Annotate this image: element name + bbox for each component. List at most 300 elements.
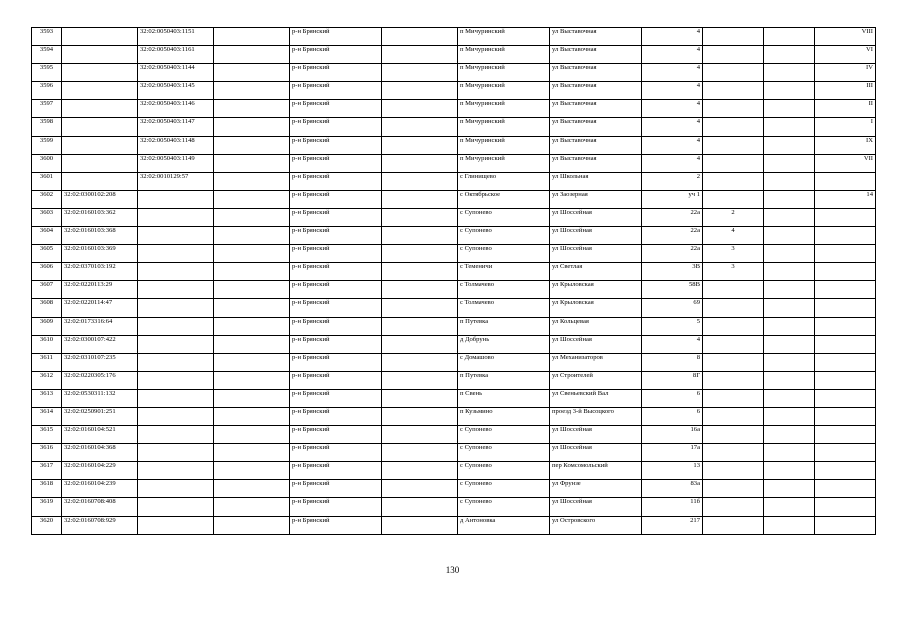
house-number-cell: 8	[642, 353, 703, 371]
settlement-cell: с Супонево	[458, 227, 550, 245]
apartment-cell	[703, 100, 764, 118]
district-cell: р-н Брянский	[290, 498, 382, 516]
house-number-cell: 58В	[642, 281, 703, 299]
table-row	[32, 136, 876, 154]
table-row	[32, 498, 876, 516]
house-number-cell: 4	[642, 100, 703, 118]
district-cell: р-н Брянский	[290, 136, 382, 154]
building-cadastral-number-cell: 32:02:0010129:57	[138, 172, 214, 190]
empty-cell	[382, 281, 458, 299]
district-cell: р-н Брянский	[290, 480, 382, 498]
table-row	[32, 281, 876, 299]
premise-number-cell	[815, 389, 876, 407]
empty-cell	[382, 407, 458, 425]
building-cadastral-number-cell	[138, 227, 214, 245]
settlement-cell: п Свень	[458, 389, 550, 407]
district-cell: р-н Брянский	[290, 516, 382, 534]
table-row	[32, 335, 876, 353]
settlement-cell: п Мичуринский	[458, 28, 550, 46]
apartment-cell	[703, 516, 764, 534]
empty-cell	[764, 118, 815, 136]
empty-cell	[382, 299, 458, 317]
premise-number-cell	[815, 299, 876, 317]
building-cadastral-number-cell: 32:02:0050403:1145	[138, 82, 214, 100]
apartment-cell	[703, 426, 764, 444]
table-row	[32, 64, 876, 82]
street-cell: ул Выставочная	[550, 154, 642, 172]
cadastral-number-cell	[62, 136, 138, 154]
building-cadastral-number-cell	[138, 516, 214, 534]
building-cadastral-number-cell: 32:02:0050403:1149	[138, 154, 214, 172]
empty-cell	[214, 444, 290, 462]
cadastral-number-cell	[62, 154, 138, 172]
empty-cell	[214, 480, 290, 498]
building-cadastral-number-cell: 32:02:0050403:1144	[138, 64, 214, 82]
settlement-cell: п Мичуринский	[458, 154, 550, 172]
premise-number-cell	[815, 317, 876, 335]
settlement-cell: с Супонево	[458, 498, 550, 516]
apartment-cell	[703, 480, 764, 498]
district-cell: р-н Брянский	[290, 190, 382, 208]
premise-number-cell	[815, 172, 876, 190]
district-cell: р-н Брянский	[290, 389, 382, 407]
district-cell: р-н Брянский	[290, 444, 382, 462]
apartment-cell	[703, 154, 764, 172]
apartment-cell	[703, 407, 764, 425]
row-number: 3605	[32, 245, 62, 263]
district-cell: р-н Брянский	[290, 82, 382, 100]
apartment-cell	[703, 136, 764, 154]
building-cadastral-number-cell	[138, 389, 214, 407]
house-number-cell: 17а	[642, 444, 703, 462]
table-row	[32, 28, 876, 46]
building-cadastral-number-cell	[138, 498, 214, 516]
settlement-cell: с Супонево	[458, 245, 550, 263]
premise-number-cell	[815, 371, 876, 389]
street-cell: ул Выставочная	[550, 64, 642, 82]
row-number: 3599	[32, 136, 62, 154]
building-cadastral-number-cell	[138, 462, 214, 480]
street-cell: ул Выставочная	[550, 100, 642, 118]
row-number: 3602	[32, 190, 62, 208]
empty-cell	[764, 335, 815, 353]
street-cell: ул Шоссейная	[550, 498, 642, 516]
building-cadastral-number-cell	[138, 426, 214, 444]
street-cell: ул Шоссейная	[550, 444, 642, 462]
house-number-cell: 4	[642, 46, 703, 64]
building-cadastral-number-cell	[138, 335, 214, 353]
cadastral-number-cell	[62, 64, 138, 82]
empty-cell	[214, 426, 290, 444]
building-cadastral-number-cell	[138, 245, 214, 263]
empty-cell	[764, 46, 815, 64]
table-row	[32, 462, 876, 480]
settlement-cell: д Добрунь	[458, 335, 550, 353]
building-cadastral-number-cell	[138, 444, 214, 462]
empty-cell	[764, 299, 815, 317]
empty-cell	[214, 281, 290, 299]
empty-cell	[214, 407, 290, 425]
house-number-cell: 6	[642, 389, 703, 407]
street-cell: ул Выставочная	[550, 118, 642, 136]
settlement-cell: с Супонево	[458, 208, 550, 226]
premise-number-cell	[815, 426, 876, 444]
cadastral-number-cell	[62, 172, 138, 190]
premise-number-cell	[815, 516, 876, 534]
building-cadastral-number-cell: 32:02:0050403:1148	[138, 136, 214, 154]
row-number: 3595	[32, 64, 62, 82]
house-number-cell: уч 1	[642, 190, 703, 208]
cadastral-number-cell: 32:02:0160104:368	[62, 444, 138, 462]
empty-cell	[764, 498, 815, 516]
cadastral-number-cell	[62, 100, 138, 118]
street-cell: ул Шоссейная	[550, 245, 642, 263]
apartment-cell	[703, 190, 764, 208]
row-number: 3611	[32, 353, 62, 371]
apartment-cell	[703, 172, 764, 190]
premise-number-cell	[815, 263, 876, 281]
house-number-cell: 4	[642, 82, 703, 100]
house-number-cell: 5	[642, 317, 703, 335]
district-cell: р-н Брянский	[290, 118, 382, 136]
apartment-cell	[703, 281, 764, 299]
house-number-cell: 22а	[642, 227, 703, 245]
district-cell: р-н Брянский	[290, 64, 382, 82]
empty-cell	[382, 172, 458, 190]
empty-cell	[214, 317, 290, 335]
building-cadastral-number-cell	[138, 208, 214, 226]
row-number: 3596	[32, 82, 62, 100]
street-cell: ул Строителей	[550, 371, 642, 389]
empty-cell	[214, 82, 290, 100]
street-cell: ул Выставочная	[550, 28, 642, 46]
empty-cell	[382, 263, 458, 281]
table-row	[32, 172, 876, 190]
row-number: 3598	[32, 118, 62, 136]
empty-cell	[764, 480, 815, 498]
apartment-cell: 3	[703, 263, 764, 281]
empty-cell	[214, 64, 290, 82]
district-cell: р-н Брянский	[290, 281, 382, 299]
premise-number-cell	[815, 498, 876, 516]
district-cell: р-н Брянский	[290, 426, 382, 444]
premise-number-cell: IX	[815, 136, 876, 154]
district-cell: р-н Брянский	[290, 317, 382, 335]
street-cell: ул Школьная	[550, 172, 642, 190]
empty-cell	[214, 263, 290, 281]
cadastral-number-cell: 32:02:0300102:208	[62, 190, 138, 208]
row-number: 3613	[32, 389, 62, 407]
empty-cell	[214, 28, 290, 46]
empty-cell	[214, 335, 290, 353]
house-number-cell: 4	[642, 118, 703, 136]
empty-cell	[214, 498, 290, 516]
building-cadastral-number-cell	[138, 263, 214, 281]
table-row	[32, 480, 876, 498]
street-cell: ул Выставочная	[550, 46, 642, 64]
empty-cell	[382, 426, 458, 444]
empty-cell	[764, 190, 815, 208]
building-cadastral-number-cell	[138, 353, 214, 371]
district-cell: р-н Брянский	[290, 227, 382, 245]
empty-cell	[764, 245, 815, 263]
table-row	[32, 407, 876, 425]
district-cell: р-н Брянский	[290, 100, 382, 118]
cadastral-number-cell: 32:02:0160104:229	[62, 462, 138, 480]
premise-number-cell	[815, 444, 876, 462]
table-row	[32, 46, 876, 64]
table-row	[32, 82, 876, 100]
empty-cell	[382, 118, 458, 136]
settlement-cell: с Супонево	[458, 480, 550, 498]
table-row	[32, 371, 876, 389]
empty-cell	[382, 516, 458, 534]
cadastral-number-cell: 32:02:0370103:192	[62, 263, 138, 281]
empty-cell	[214, 353, 290, 371]
premise-number-cell: IV	[815, 64, 876, 82]
empty-cell	[764, 136, 815, 154]
cadastral-number-cell: 32:02:0220305:176	[62, 371, 138, 389]
premise-number-cell: VII	[815, 154, 876, 172]
empty-cell	[214, 172, 290, 190]
district-cell: р-н Брянский	[290, 407, 382, 425]
cadastral-number-cell: 32:02:0220113:29	[62, 281, 138, 299]
row-number: 3614	[32, 407, 62, 425]
empty-cell	[214, 516, 290, 534]
street-cell: проезд 3-й Высоцкого	[550, 407, 642, 425]
district-cell: р-н Брянский	[290, 154, 382, 172]
street-cell: ул Шоссейная	[550, 208, 642, 226]
apartment-cell	[703, 317, 764, 335]
house-number-cell: 16а	[642, 426, 703, 444]
district-cell: р-н Брянский	[290, 462, 382, 480]
cadastral-number-cell	[62, 46, 138, 64]
table-row	[32, 516, 876, 534]
row-number: 3618	[32, 480, 62, 498]
table-row	[32, 245, 876, 263]
apartment-cell	[703, 371, 764, 389]
premise-number-cell	[815, 407, 876, 425]
house-number-cell: 22а	[642, 245, 703, 263]
empty-cell	[382, 208, 458, 226]
building-cadastral-number-cell	[138, 281, 214, 299]
row-number: 3610	[32, 335, 62, 353]
empty-cell	[382, 462, 458, 480]
building-cadastral-number-cell	[138, 407, 214, 425]
settlement-cell: с Октябрьское	[458, 190, 550, 208]
district-cell: р-н Брянский	[290, 371, 382, 389]
cadastral-number-cell	[62, 28, 138, 46]
settlement-cell: п Мичуринский	[458, 136, 550, 154]
cadastral-number-cell: 32:02:0160103:368	[62, 227, 138, 245]
table-row	[32, 317, 876, 335]
apartment-cell	[703, 299, 764, 317]
empty-cell	[764, 426, 815, 444]
row-number: 3597	[32, 100, 62, 118]
premise-number-cell	[815, 353, 876, 371]
cadastral-number-cell: 32:02:0160708:929	[62, 516, 138, 534]
apartment-cell	[703, 462, 764, 480]
street-cell: ул Шоссейная	[550, 227, 642, 245]
house-number-cell: 4	[642, 28, 703, 46]
premise-number-cell: VIII	[815, 28, 876, 46]
empty-cell	[214, 190, 290, 208]
empty-cell	[382, 28, 458, 46]
house-number-cell: 8Г	[642, 371, 703, 389]
apartment-cell: 4	[703, 227, 764, 245]
settlement-cell: п Мичуринский	[458, 46, 550, 64]
premise-number-cell	[815, 281, 876, 299]
empty-cell	[382, 82, 458, 100]
empty-cell	[382, 317, 458, 335]
table-row	[32, 208, 876, 226]
table-row	[32, 227, 876, 245]
cadastral-number-cell: 32:02:0220114:47	[62, 299, 138, 317]
empty-cell	[214, 227, 290, 245]
street-cell: ул Свеньевский Вал	[550, 389, 642, 407]
district-cell: р-н Брянский	[290, 335, 382, 353]
empty-cell	[382, 46, 458, 64]
district-cell: р-н Брянский	[290, 46, 382, 64]
empty-cell	[382, 154, 458, 172]
empty-cell	[214, 299, 290, 317]
empty-cell	[764, 172, 815, 190]
street-cell: ул Фрунзе	[550, 480, 642, 498]
row-number: 3616	[32, 444, 62, 462]
house-number-cell: 11б	[642, 498, 703, 516]
empty-cell	[382, 100, 458, 118]
building-cadastral-number-cell: 32:02:0050403:1147	[138, 118, 214, 136]
cadastral-number-cell: 32:02:0160103:369	[62, 245, 138, 263]
empty-cell	[764, 64, 815, 82]
house-number-cell: 6	[642, 407, 703, 425]
street-cell: ул Заозерная	[550, 190, 642, 208]
street-cell: ул Механизаторов	[550, 353, 642, 371]
cadastral-number-cell	[62, 82, 138, 100]
apartment-cell	[703, 46, 764, 64]
street-cell: ул Шоссейная	[550, 426, 642, 444]
premise-number-cell: 14	[815, 190, 876, 208]
row-number: 3601	[32, 172, 62, 190]
settlement-cell: п Мичуринский	[458, 64, 550, 82]
settlement-cell: с Глинищево	[458, 172, 550, 190]
empty-cell	[764, 28, 815, 46]
empty-cell	[382, 335, 458, 353]
cadastral-number-cell: 32:02:0173316:64	[62, 317, 138, 335]
district-cell: р-н Брянский	[290, 28, 382, 46]
table-row	[32, 100, 876, 118]
district-cell: р-н Брянский	[290, 245, 382, 263]
empty-cell	[764, 317, 815, 335]
settlement-cell: п Кузьмино	[458, 407, 550, 425]
settlement-cell: с Домашово	[458, 353, 550, 371]
apartment-cell	[703, 353, 764, 371]
registry-rows	[32, 28, 876, 535]
empty-cell	[764, 389, 815, 407]
apartment-cell	[703, 64, 764, 82]
street-cell: ул Выставочная	[550, 136, 642, 154]
empty-cell	[764, 444, 815, 462]
building-cadastral-number-cell	[138, 299, 214, 317]
district-cell: р-н Брянский	[290, 208, 382, 226]
row-number: 3594	[32, 46, 62, 64]
building-cadastral-number-cell	[138, 190, 214, 208]
table-row	[32, 444, 876, 462]
row-number: 3603	[32, 208, 62, 226]
empty-cell	[382, 64, 458, 82]
settlement-cell: с Толмачево	[458, 281, 550, 299]
empty-cell	[382, 498, 458, 516]
cadastral-number-cell: 32:02:0160103:362	[62, 208, 138, 226]
row-number: 3617	[32, 462, 62, 480]
empty-cell	[382, 371, 458, 389]
empty-cell	[764, 208, 815, 226]
building-cadastral-number-cell	[138, 371, 214, 389]
empty-cell	[764, 516, 815, 534]
street-cell: ул Островского	[550, 516, 642, 534]
settlement-cell: п Путевка	[458, 371, 550, 389]
apartment-cell	[703, 498, 764, 516]
empty-cell	[214, 371, 290, 389]
cadastral-number-cell: 32:02:0250901:251	[62, 407, 138, 425]
row-number: 3609	[32, 317, 62, 335]
cadastral-number-cell: 32:02:0160104:239	[62, 480, 138, 498]
apartment-cell	[703, 118, 764, 136]
empty-cell	[764, 407, 815, 425]
cadastral-number-cell	[62, 118, 138, 136]
empty-cell	[764, 353, 815, 371]
empty-cell	[382, 245, 458, 263]
settlement-cell: с Супонево	[458, 462, 550, 480]
house-number-cell: 13	[642, 462, 703, 480]
settlement-cell: п Путевка	[458, 317, 550, 335]
house-number-cell: 83а	[642, 480, 703, 498]
empty-cell	[214, 462, 290, 480]
apartment-cell: 2	[703, 208, 764, 226]
district-cell: р-н Брянский	[290, 172, 382, 190]
empty-cell	[764, 227, 815, 245]
apartment-cell	[703, 335, 764, 353]
empty-cell	[382, 190, 458, 208]
premise-number-cell	[815, 245, 876, 263]
building-cadastral-number-cell: 32:02:0050403:1161	[138, 46, 214, 64]
district-cell: р-н Брянский	[290, 299, 382, 317]
house-number-cell: 3В	[642, 263, 703, 281]
row-number: 3600	[32, 154, 62, 172]
building-cadastral-number-cell: 32:02:0050403:1146	[138, 100, 214, 118]
empty-cell	[764, 263, 815, 281]
street-cell: ул Кольцевая	[550, 317, 642, 335]
cadastral-number-cell: 32:02:0310107:235	[62, 353, 138, 371]
page-number: 130	[445, 565, 460, 575]
table-row	[32, 154, 876, 172]
house-number-cell: 2	[642, 172, 703, 190]
row-number: 3608	[32, 299, 62, 317]
house-number-cell: 4	[642, 154, 703, 172]
registry-table	[31, 27, 876, 535]
premise-number-cell: VI	[815, 46, 876, 64]
house-number-cell: 4	[642, 335, 703, 353]
premise-number-cell: I	[815, 118, 876, 136]
apartment-cell	[703, 444, 764, 462]
empty-cell	[382, 136, 458, 154]
street-cell: ул Выставочная	[550, 82, 642, 100]
empty-cell	[764, 154, 815, 172]
street-cell: ул Светлая	[550, 263, 642, 281]
empty-cell	[382, 353, 458, 371]
building-cadastral-number-cell	[138, 480, 214, 498]
settlement-cell: с Супонево	[458, 426, 550, 444]
